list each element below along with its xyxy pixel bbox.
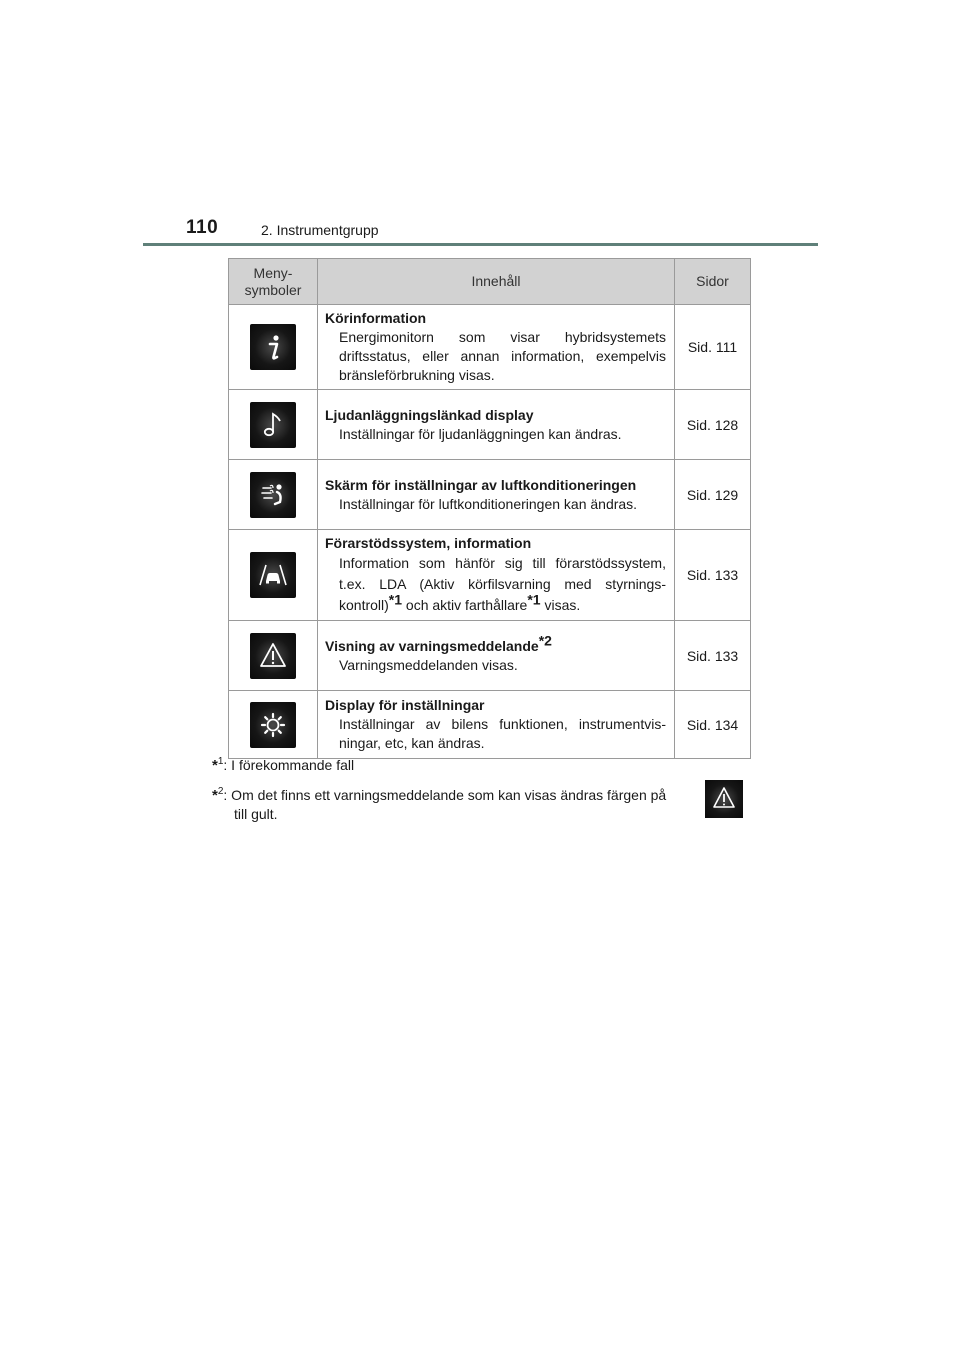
air-conditioning-icon (250, 472, 296, 518)
footnote-1: *$^1$: I förekommande fall (212, 756, 355, 774)
info-icon (250, 324, 296, 370)
row-text: Inställningar för luftkonditioneringen kan ändras. (339, 495, 638, 512)
menu-table (228, 258, 751, 759)
header-pages: Sidor (675, 259, 751, 305)
page-reference: Sid. 111 (675, 305, 751, 390)
footnote-marker: *1 (527, 591, 541, 608)
section-title: 2. Instrumentgrupp (261, 222, 379, 238)
settings-gear-icon (250, 702, 296, 748)
row-text: Information som hänför sig till förarstödssystem, t.ex. LDA (Aktiv körfilsvarning med styrnings-kontroll)$^{*1}$ och aktiv farthållare$^{*1}$ visas. (339, 555, 666, 613)
row-title: Skärm för inställningar av luftkonditioneringen (325, 476, 637, 493)
row-title: Visning av varningsmeddelande$^{*2}$ (325, 631, 552, 654)
row-title: Förarstödssystem, information (325, 535, 532, 551)
row-title: Display för inställningar (325, 697, 485, 713)
row-text: Energimonitorn som visar hybridsystemets driftsstatus, eller annan information, exempelvis bränsleförbrukning visas. (339, 329, 666, 383)
page-reference: Sid. 129 (675, 460, 751, 530)
header-menu-symbols: Meny- symboler (229, 259, 318, 305)
music-note-icon (250, 402, 296, 448)
warning-triangle-icon (250, 633, 296, 679)
row-text: Varningsmeddelanden visas. (339, 656, 518, 673)
page-reference: Sid. 128 (675, 390, 751, 460)
footnote-marker: *1 (388, 591, 403, 608)
table-row (229, 621, 751, 691)
table-row (229, 530, 751, 621)
row-text: Inställningar för ljudanläggningen kan ändras. (339, 425, 622, 442)
row-title: Körinformation (325, 310, 427, 326)
driver-assist-icon (250, 552, 296, 598)
table-row (229, 305, 751, 390)
table-row (229, 390, 751, 460)
header-content: Innehåll (318, 259, 675, 305)
row-text: Inställningar av bilens funktionen, instrumentvis-ningar, etc, kan ändras. (339, 716, 666, 751)
footnote-2: *$^2$: Om det finns ett varningsmeddelande som kan visas ändras färgen på till gult. (212, 786, 752, 824)
page-number: 110 (186, 217, 219, 238)
table-row (229, 691, 751, 759)
table-header-row (229, 259, 751, 305)
page-reference: Sid. 133 (675, 621, 751, 691)
footnotes (212, 756, 752, 822)
table-row (229, 460, 751, 530)
row-title: Ljudanläggningslänkad display (325, 406, 534, 423)
page-reference: Sid. 133 (675, 530, 751, 621)
warning-triangle-icon (705, 780, 743, 818)
page-reference: Sid. 134 (675, 691, 751, 759)
header-rule (143, 243, 818, 246)
footnote-marker: *2 (538, 631, 552, 648)
